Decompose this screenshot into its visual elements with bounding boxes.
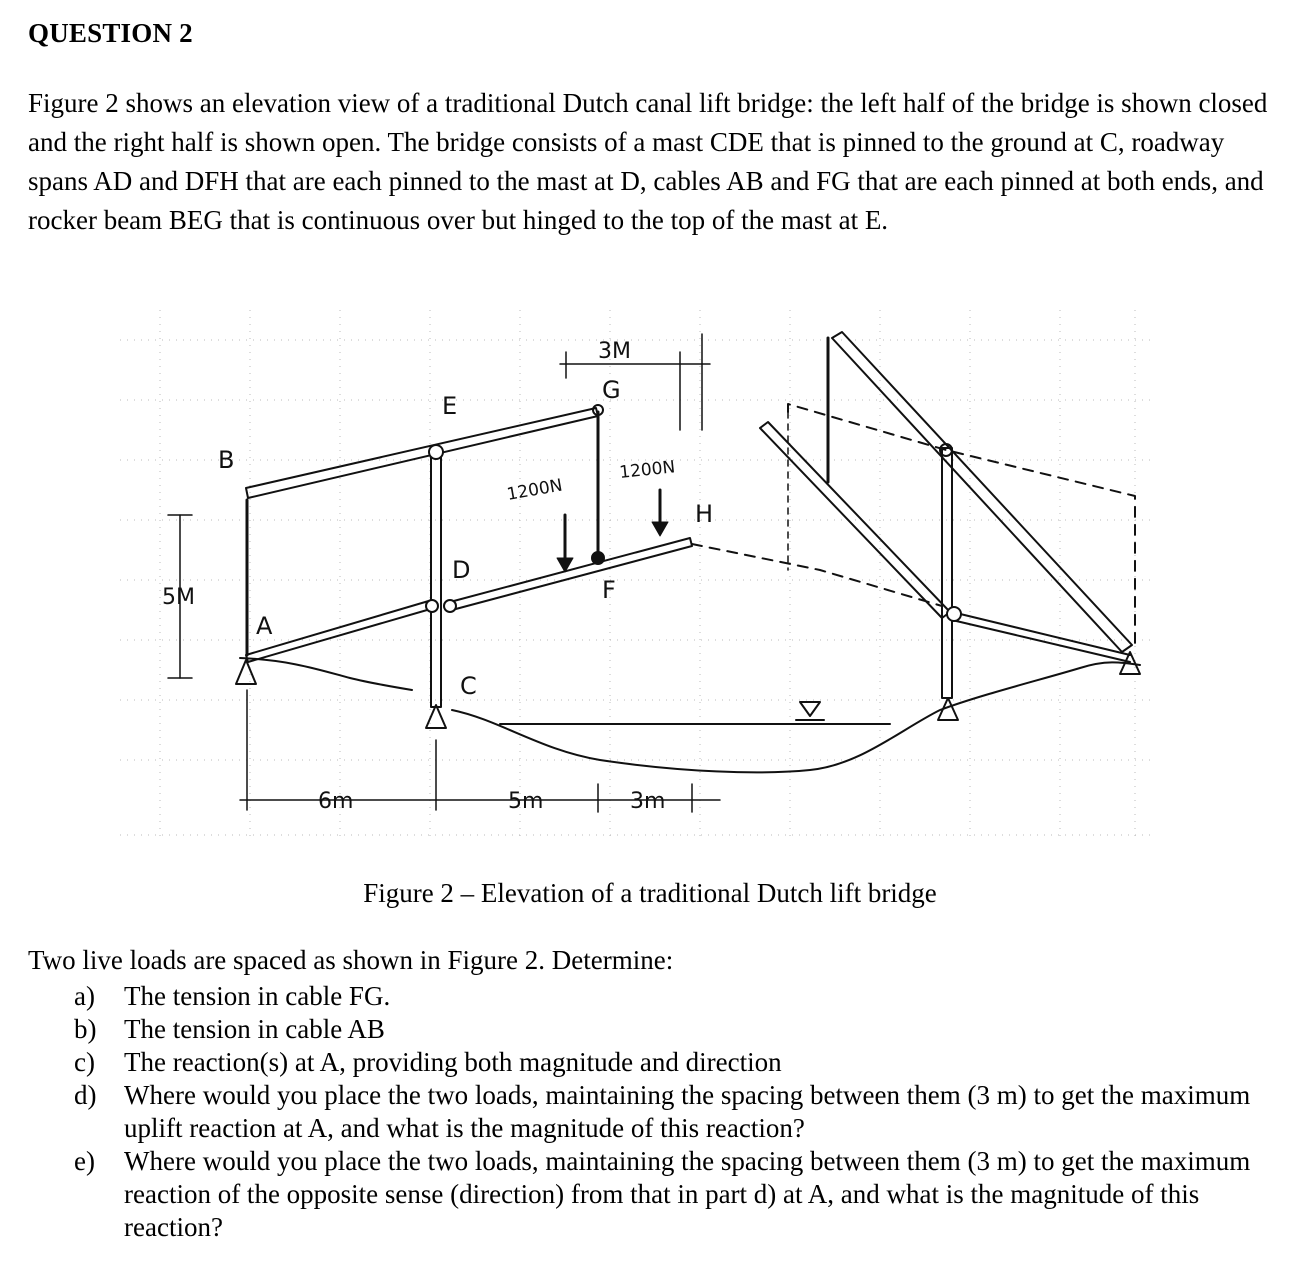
right-mast [942, 448, 952, 698]
label-c: C [460, 672, 477, 700]
question-item [74, 1046, 1254, 1079]
right-back-stay-2 [952, 620, 1130, 662]
roadway-dfh [450, 538, 692, 610]
dim-top-label: 3M [598, 339, 631, 364]
pin-e [429, 445, 443, 459]
dim-bottom-right-label: 3m [630, 789, 666, 814]
question-item [74, 1079, 1254, 1145]
label-e: E [442, 392, 458, 420]
water-level-marker [800, 702, 820, 716]
question-marker: c) [74, 1047, 95, 1077]
question-item [74, 980, 1254, 1013]
label-g: G [602, 376, 621, 404]
load-label-left: 1200N [505, 475, 565, 505]
intro-paragraph: Figure 2 shows an elevation view of a traditional Dutch canal lift bridge: the left half of the bridge is shown closed and the right half is shown open. The bridge consists of a mast CDE that is pinned to the ground at C, roadway spans AD and DFH that are each pinned to the mast at D, cables AB and FG that are each pinned at both ends, and rocker beam BEG that is continuous over but hinged to the top of the mast at E. [28, 88, 1268, 235]
label-f: F [602, 576, 616, 604]
canal-bed [452, 662, 1140, 772]
question-text: The tension in cable FG. [124, 981, 391, 1011]
question-item [74, 1013, 1254, 1046]
question-text: The reaction(s) at A, providing both magnitude and direction [124, 1047, 782, 1077]
right-pin-d [947, 607, 961, 621]
pin-d-right [444, 600, 456, 612]
dim-bottom-left-label: 6m [318, 789, 354, 814]
label-a: A [256, 612, 273, 640]
support-c [426, 705, 446, 728]
dim-bottom-mid-label: 5m [508, 789, 544, 814]
label-h: H [695, 500, 714, 528]
question-list [74, 980, 1254, 1244]
right-back-stay [952, 612, 1130, 655]
grid-background [120, 310, 1150, 840]
pin-f [592, 552, 604, 564]
phantom-roadway [692, 544, 942, 606]
support-a [236, 660, 256, 684]
question-marker: a) [74, 981, 95, 1011]
pin-d-left [426, 600, 438, 612]
bridge-figure [120, 300, 1180, 860]
question-item [74, 1145, 1254, 1244]
load-arrowhead-right [652, 522, 668, 536]
question-marker: e) [74, 1146, 95, 1176]
load-label-right: 1200N [618, 457, 677, 483]
label-b: B [218, 446, 235, 474]
roadway-ad [246, 600, 434, 662]
dim-height-label: 5M [162, 585, 195, 610]
task-prompt: Two live loads are spaced as shown in Figure 2. Determine: [28, 945, 674, 975]
label-d: D [452, 556, 471, 584]
ground-profile [240, 658, 412, 690]
question-marker: b) [74, 1014, 97, 1044]
question-heading: QUESTION 2 [28, 18, 193, 48]
figure-caption: Figure 2 – Elevation of a traditional Dutch lift bridge [363, 878, 937, 908]
right-rocker-beam [832, 332, 1132, 652]
question-marker: d) [74, 1080, 97, 1110]
question-text: The tension in cable AB [124, 1014, 385, 1044]
question-text: Where would you place the two loads, maintaining the spacing between them (3 m) to get the maximum uplift reaction at A, and what is the magnitude of this reaction? [124, 1080, 1251, 1143]
question-text: Where would you place the two loads, maintaining the spacing between them (3 m) to get the maximum reaction of the opposite sense (direction) from that in part d) at A, and what is the magnitude of this reaction? [124, 1146, 1251, 1242]
